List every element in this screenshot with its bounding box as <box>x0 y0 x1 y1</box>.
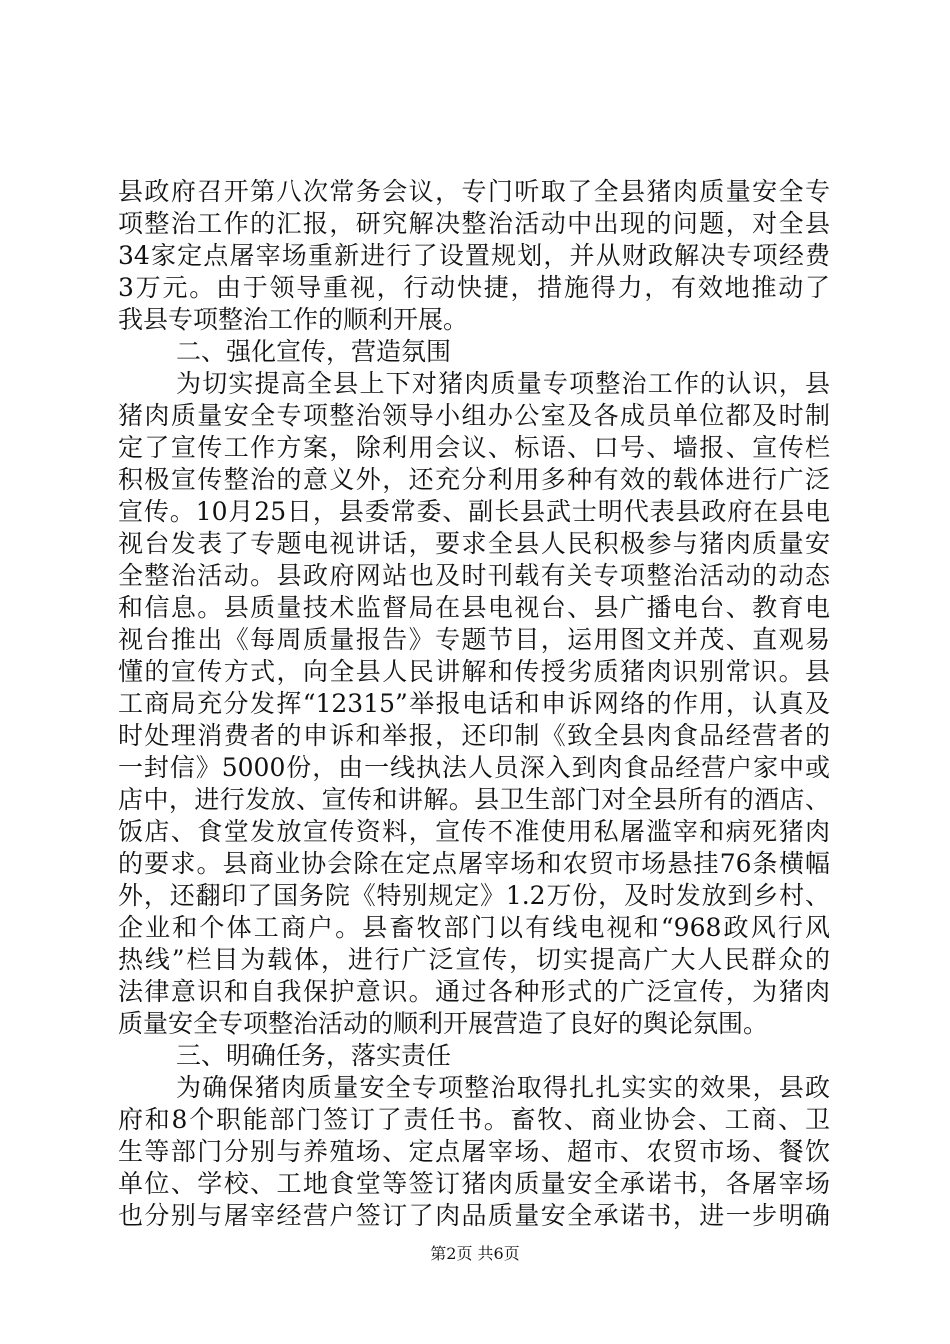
text-line: 时处理消费者的申诉和举报，还印制《致全县肉食品经营者的 <box>118 721 830 750</box>
text-line: 质量安全专项整治活动的顺利开展营造了良好的舆论氛围。 <box>118 1009 769 1038</box>
text-line: 为确保猪肉质量安全专项整治取得扎扎实实的效果，县政 <box>176 1073 830 1102</box>
text-line: 34家定点屠宰场重新进行了设置规划，并从财政解决专项经费 <box>118 241 830 270</box>
text-line: 生等部门分别与养殖场、定点屠宰场、超市、农贸市场、餐饮 <box>118 1137 830 1166</box>
text-line: 宣传。10月25日，县委常委、副长县武士明代表县政府在县电 <box>118 497 830 526</box>
text-line: 外，还翻印了国务院《特别规定》1.2万份，及时发放到乡村、 <box>118 881 830 910</box>
body-text <box>118 176 830 1232</box>
page-number-footer: 第2页 共6页 <box>430 1244 520 1263</box>
text-line: 积极宣传整治的意义外，还充分利用多种有效的载体进行广泛 <box>118 465 830 494</box>
section-heading: 三、明确任务，落实责任 <box>176 1041 452 1070</box>
text-line: 懂的宣传方式，向全县人民讲解和传授劣质猪肉识别常识。县 <box>118 657 830 686</box>
text-line: 猪肉质量安全专项整治领导小组办公室及各成员单位都及时制 <box>118 401 830 430</box>
text-line: 企业和个体工商户。县畜牧部门以有线电视和“968政风行风 <box>118 913 830 942</box>
text-line: 法律意识和自我保护意识。通过各种形式的广泛宣传，为猪肉 <box>118 977 830 1006</box>
text-line: 我县专项整治工作的顺利开展。 <box>118 305 469 334</box>
text-line: 为切实提高全县上下对猪肉质量专项整治工作的认识，县 <box>176 369 830 398</box>
text-line: 店中，进行发放、宣传和讲解。县卫生部门对全县所有的酒店、 <box>118 785 830 814</box>
text-line: 也分别与屠宰经营户签订了肉品质量安全承诺书，进一步明确 <box>118 1201 830 1230</box>
text-line: 单位、学校、工地食堂等签订猪肉质量安全承诺书，各屠宰场 <box>118 1169 830 1198</box>
text-line: 项整治工作的汇报，研究解决整治活动中出现的问题，对全县 <box>118 209 830 238</box>
text-line: 视台发表了专题电视讲话，要求全县人民积极参与猪肉质量安 <box>118 529 830 558</box>
text-line: 热线”栏目为载体，进行广泛宣传，切实提高广大人民群众的 <box>118 945 830 974</box>
text-line: 县政府召开第八次常务会议，专门听取了全县猪肉质量安全专 <box>118 177 830 206</box>
text-line: 饭店、食堂发放宣传资料，宣传不准使用私屠滥宰和病死猪肉 <box>118 817 830 846</box>
text-line: 的要求。县商业协会除在定点屠宰场和农贸市场悬挂76条横幅 <box>118 849 830 878</box>
text-line: 一封信》5000份，由一线执法人员深入到肉食品经营户家中或 <box>118 753 830 782</box>
text-line: 工商局充分发挥“12315”举报电话和申诉网络的作用，认真及 <box>118 689 830 718</box>
text-line: 视台推出《每周质量报告》专题节目，运用图文并茂、直观易 <box>118 625 830 654</box>
section-heading: 二、强化宣传，营造氛围 <box>176 337 452 366</box>
text-line: 府和8个职能部门签订了责任书。畜牧、商业协会、工商、卫 <box>118 1105 830 1134</box>
text-line: 和信息。县质量技术监督局在县电视台、县广播电台、教育电 <box>118 593 830 622</box>
text-line: 全整治活动。县政府网站也及时刊载有关专项整治活动的动态 <box>118 561 830 590</box>
text-line: 3万元。由于领导重视，行动快捷，措施得力，有效地推动了 <box>118 273 830 302</box>
text-line: 定了宣传工作方案，除利用会议、标语、口号、墙报、宣传栏 <box>118 433 830 462</box>
